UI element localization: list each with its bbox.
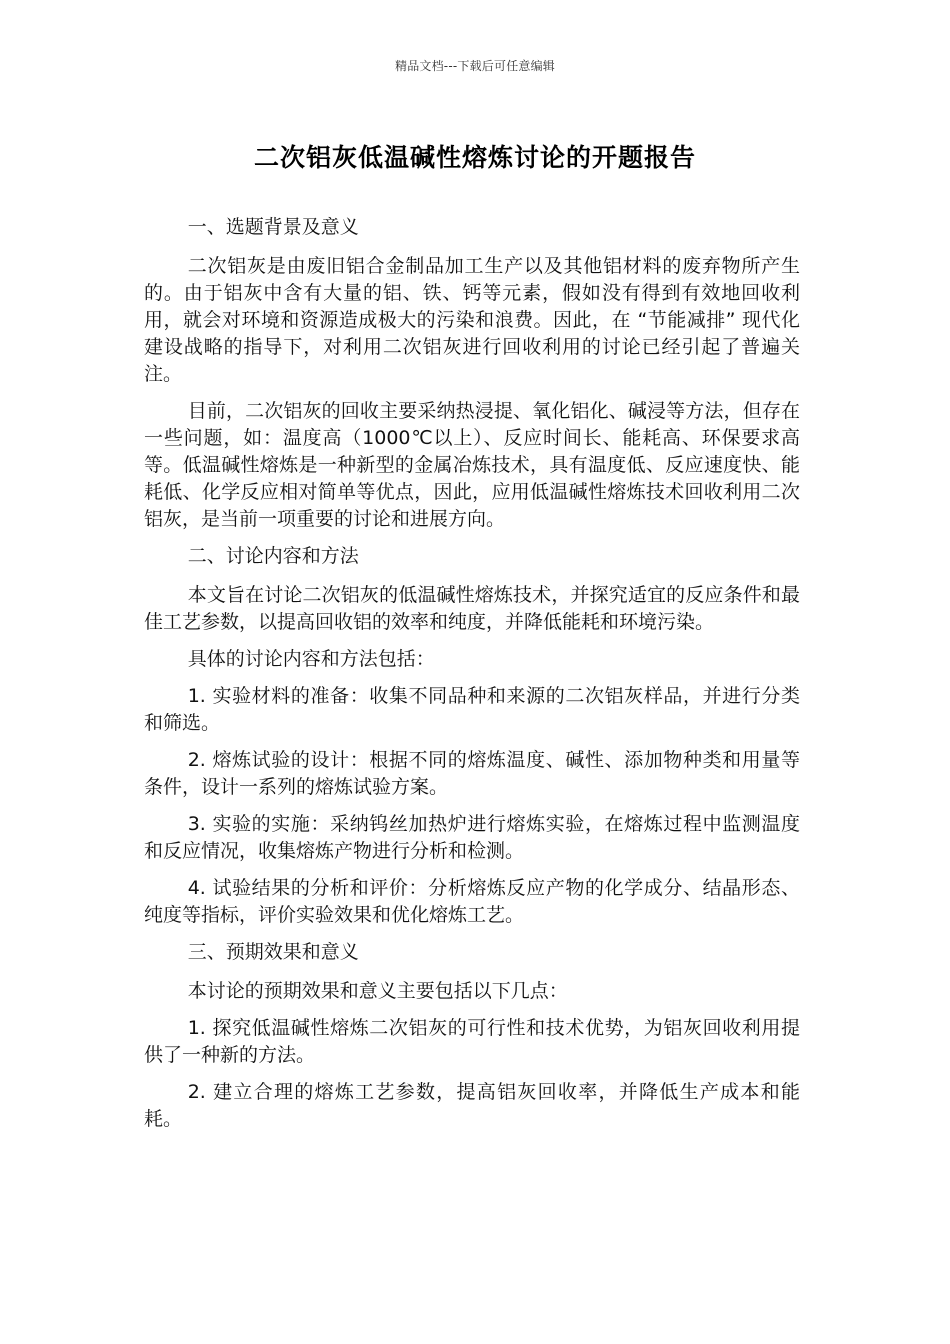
document-body [144,214,800,1143]
document-title: 二次铝灰低温碱性熔炼讨论的开题报告 [253,143,696,172]
section-3-heading: 三、预期效果和意义 [187,941,359,963]
section-1-heading: 一、选题背景及意义 [187,216,359,238]
section-1-paragraph-1: 二次铝灰是由废旧铝合金制品加工生产以及其他铝材料的废弃物所产生的。由于铝灰中含有大量的铝、铁、钙等元素，假如没有得到有效地回收利用，就会对环境和资源造成极大的污染和浪费。因此，在 “节能减排” 现代化建设战略的指导下，对利用二次铝灰进行回收利用的讨论已经引起了普遍关注。 [144,255,800,385]
section-2-paragraph-2: 具体的讨论内容和方法包括： [187,648,435,670]
header-note: 精品文档---下载后可任意编辑 [395,59,555,73]
section-1-paragraph-2: 目前，二次铝灰的回收主要采纳热浸提、氧化铝化、碱浸等方法，但存在一些问题，如：温度高（1000℃以上）、反应时间长、能耗高、环保要求高等。低温碱性熔炼是一种新型的金属冶炼技术，具有温度低、反应速度快、能耗低、化学反应相对简单等优点，因此，应用低温碱性熔炼技术回收利用二次铝灰，是当前一项重要的讨论和进展方向。 [144,400,800,530]
section-2-paragraph-1: 本文旨在讨论二次铝灰的低温碱性熔炼技术，并探究适宜的反应条件和最佳工艺参数，以提高回收铝的效率和纯度，并降低能耗和环境污染。 [144,584,800,633]
section-3-list-item-1: 1. 探究低温碱性熔炼二次铝灰的可行性和技术优势，为铝灰回收利用提供了一种新的方法。 [144,1017,800,1066]
section-2-list-item-1: 1. 实验材料的准备：收集不同品种和来源的二次铝灰样品，并进行分类和筛选。 [144,685,800,734]
section-2-list-item-2: 2. 熔炼试验的设计：根据不同的熔炼温度、碱性、添加物种类和用量等条件，设计一系列的熔炼试验方案。 [144,749,800,798]
section-3-paragraph-1: 本讨论的预期效果和意义主要包括以下几点： [187,980,568,1002]
section-2-list-item-4: 4. 试验结果的分析和评价：分析熔炼反应产物的化学成分、结晶形态、纯度等指标，评价实验效果和优化熔炼工艺。 [144,877,800,926]
section-2-list-item-3: 3. 实验的实施：采纳钨丝加热炉进行熔炼实验，在熔炼过程中监测温度和反应情况，收集熔炼产物进行分析和检测。 [144,813,800,862]
section-3-list-item-2: 2. 建立合理的熔炼工艺参数，提高铝灰回收率，并降低生产成本和能耗。 [144,1081,800,1130]
section-2-heading: 二、讨论内容和方法 [187,545,359,567]
